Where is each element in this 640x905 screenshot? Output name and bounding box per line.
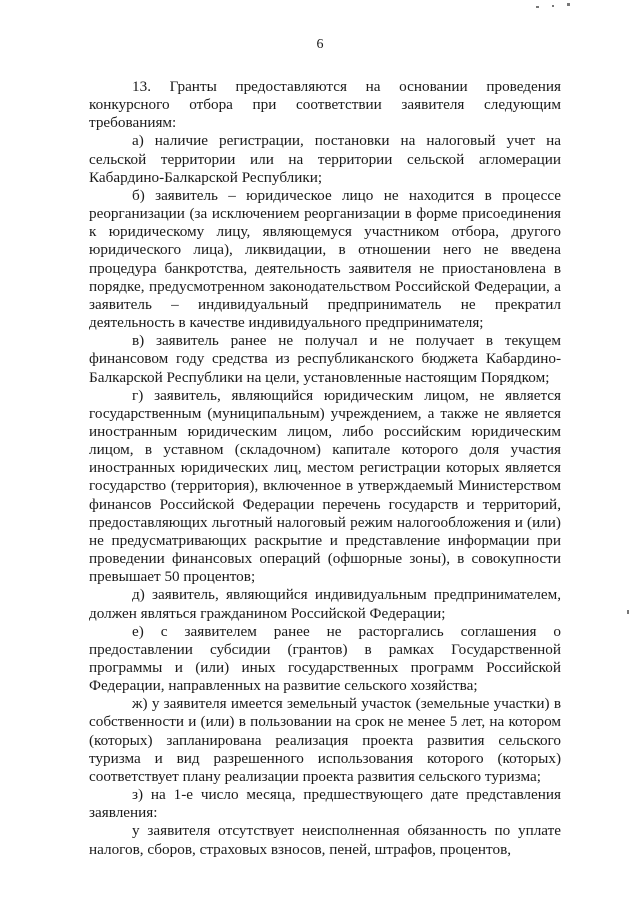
paragraph-z: з) на 1-е число месяца, предшествующего дате представления заявления: — [89, 786, 561, 822]
scan-speck — [552, 5, 554, 7]
paragraph-tax: у заявителя отсутствует неисполненная обязанность по уплате налогов, сборов, страховых взносов, пеней, штрафов, процентов, — [89, 822, 561, 858]
paragraph-intro: 13. Гранты предоставляются на основании проведения конкурсного отбора при соответствии заявителя следующим требованиям: — [89, 78, 561, 132]
paragraph-e: е) с заявителем ранее не расторгались соглашения о предоставлении субсидии (грантов) в рамках Государственной программы и (или) иных государственных программ Российской Федерации, направленных на развитие сельского хозяйства; — [89, 622, 561, 695]
paragraph-zh: ж) у заявителя имеется земельный участок (земельные участки) в собственности и (или) в пользовании на срок не менее 5 лет, на котором (которых) запланирована реализация проекта развития сельского туризма и вид разрешенного использования которого (которых) соответствует плану реализации проекта развития сельского туризма; — [89, 695, 561, 785]
paragraph-a: а) наличие регистрации, постановки на налоговый учет на сельской территории или на территории сельской агломерации Кабардино-Балкарской Республики; — [89, 132, 561, 186]
scan-speck — [627, 610, 629, 614]
paragraph-b: б) заявитель – юридическое лицо не находится в процессе реорганизации (за исключением реорганизации в форме присоединения к юридическому лицу, являющемуся участником отбора, другого юридического лица), ликвидации, в отношении него не введена процедура банкротства, деятельность заявителя не приостановлена в порядке, предусмотренном законодательством Российской Федерации, а заявитель – индивидуальный предприниматель не прекратил деятельность в качестве индивидуального предпринимателя; — [89, 186, 561, 332]
paragraph-d: д) заявитель, являющийся индивидуальным предпринимателем, должен являться гражданином Российской Федерации; — [89, 586, 561, 622]
scan-speck — [536, 6, 539, 8]
paragraph-g: г) заявитель, являющийся юридическим лицом, не является государственным (муниципальным) учреждением, а также не является иностранным юридическим лицом, либо российским юридическим лицом, в уставном (складочном) капитале которого доля участия иностранных юридических лиц, местом регистрации которых является государство (территория), включенное в утверждаемый Министерством финансов Российской Федерации перечень государств и территорий, предоставляющих льготный налоговый режим налогообложения и (или) не предусматривающих раскрытие и представление информации при проведении финансовых операций (офшорные зоны), в совокупности превышает 50 процентов; — [89, 386, 561, 586]
page-number: 6 — [316, 37, 324, 52]
document-body — [89, 78, 561, 859]
scan-speck — [567, 3, 570, 6]
paragraph-v: в) заявитель ранее не получал и не получает в текущем финансовом году средства из республиканского бюджета Кабардино-Балкарской Республики на цели, установленные настоящим Порядком; — [89, 332, 561, 386]
